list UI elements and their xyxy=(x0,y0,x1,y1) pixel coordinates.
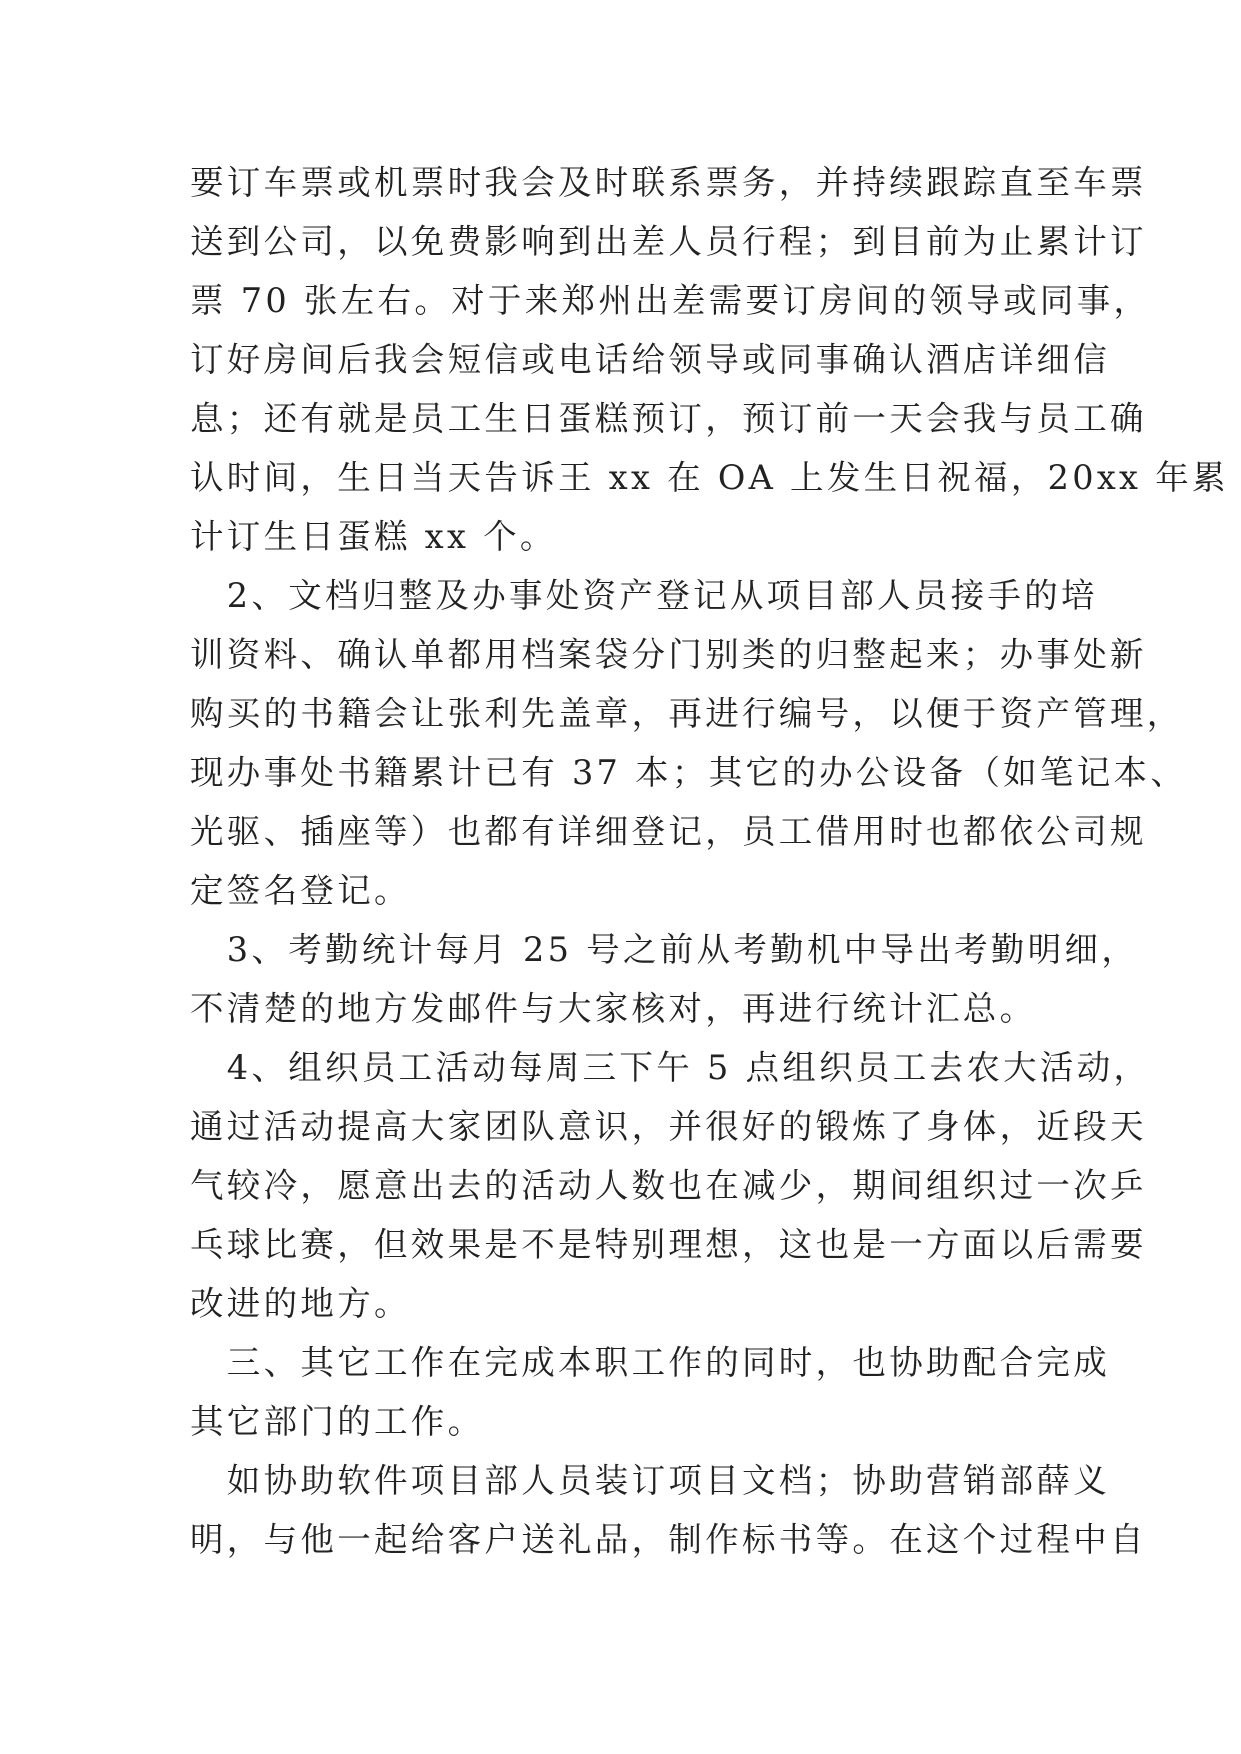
text-line: 现办事处书籍累计已有 37 本；其它的办公设备（如笔记本、 xyxy=(190,753,1188,792)
text-line: 订好房间后我会短信或电话给领导或同事确认酒店详细信 xyxy=(190,340,1110,379)
paragraph-first-line: 4、组织员工活动每周三下午 5 点组织员工去农大活动， xyxy=(190,1048,1151,1087)
text-line: 明，与他一起给客户送礼品，制作标书等。在这个过程中自 xyxy=(190,1520,1147,1559)
text-line: 气较冷，愿意出去的活动人数也在减少，期间组织过一次乒 xyxy=(190,1166,1147,1205)
text-line: 计订生日蛋糕 xx 个。 xyxy=(190,517,557,556)
text-line: 认时间，生日当天告诉王 xx 在 OA 上发生日祝福，20xx 年累 xyxy=(190,458,1229,497)
text-line: 乓球比赛，但效果是不是特别理想，这也是一方面以后需要 xyxy=(190,1225,1147,1264)
text-line: 改进的地方。 xyxy=(190,1284,411,1323)
text-line: 送到公司，以免费影响到出差人员行程；到目前为止累计订 xyxy=(190,222,1147,261)
text-line: 息；还有就是员工生日蛋糕预订，预订前一天会我与员工确 xyxy=(190,399,1147,438)
text-line: 购买的书籍会让张利先盖章，再进行编号，以便于资产管理， xyxy=(190,694,1184,733)
paragraph-first-line: 3、考勤统计每月 25 号之前从考勤机中导出考勤明细， xyxy=(190,930,1139,969)
text-line: 票 70 张左右。对于来郑州出差需要订房间的领导或同事， xyxy=(190,281,1151,320)
text-line: 定签名登记。 xyxy=(190,871,411,910)
paragraph-first-line: 2、文档归整及办事处资产登记从项目部人员接手的培 xyxy=(190,576,1098,615)
text-line: 训资料、确认单都用档案袋分门别类的归整起来；办事处新 xyxy=(190,635,1147,674)
text-line: 通过活动提高大家团队意识，并很好的锻炼了身体，近段天 xyxy=(190,1107,1147,1146)
text-line: 其它部门的工作。 xyxy=(190,1402,485,1441)
text-line: 不清楚的地方发邮件与大家核对，再进行统计汇总。 xyxy=(190,989,1037,1028)
paragraph-first-line: 三、其它工作在完成本职工作的同时，也协助配合完成 xyxy=(190,1343,1110,1382)
text-line: 光驱、插座等）也都有详细登记，员工借用时也都依公司规 xyxy=(190,812,1147,851)
text-line: 要订车票或机票时我会及时联系票务，并持续跟踪直至车票 xyxy=(190,163,1147,202)
paragraph-first-line: 如协助软件项目部人员装订项目文档；协助营销部薛义 xyxy=(190,1461,1110,1500)
